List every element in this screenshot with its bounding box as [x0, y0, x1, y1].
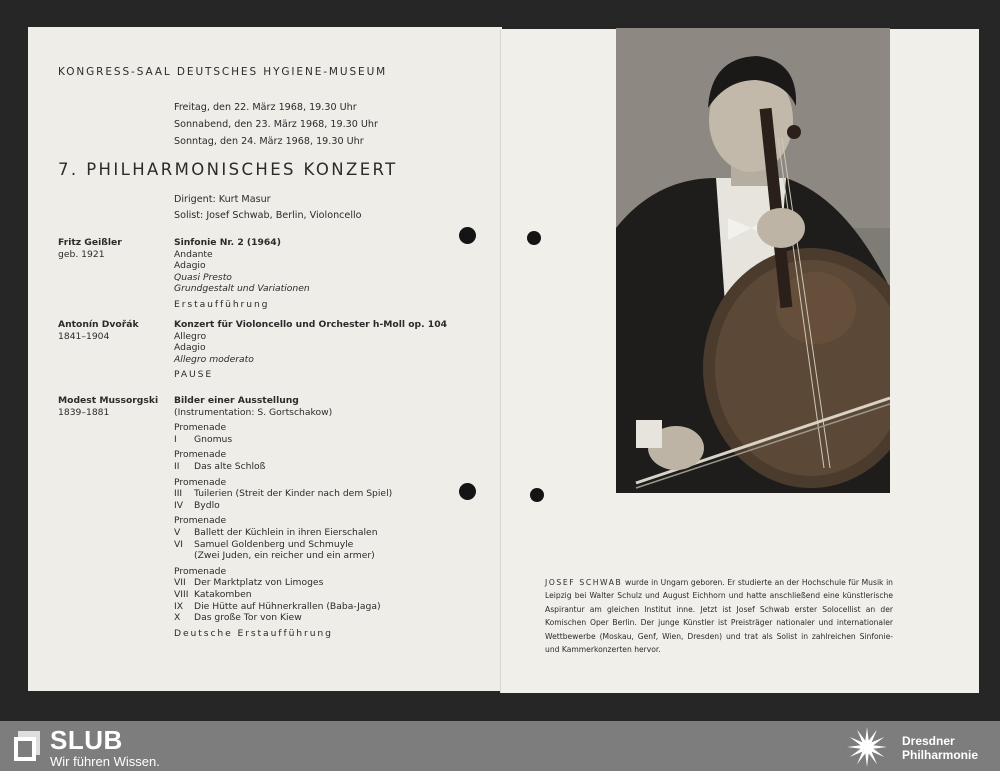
picture-item: V Ballett der Küchlein in ihren Eierschalen: [174, 526, 378, 538]
movement: Allegro: [174, 330, 207, 342]
date-line: Freitag, den 22. März 1968, 19.30 Uhr: [174, 102, 357, 113]
pause-label: PAUSE: [174, 369, 214, 381]
cellist-photo: [616, 28, 890, 493]
bio-name: JOSEF SCHWAB: [545, 578, 623, 587]
movement: Grundgestalt und Variationen: [174, 283, 310, 295]
picture-item: IV Bydlo: [174, 499, 220, 511]
cellist-illustration: [616, 28, 890, 493]
promenade: Promenade: [174, 565, 227, 577]
composer-name: Fritz Geißler: [58, 237, 122, 248]
composer-dates: 1839–1881: [58, 406, 110, 418]
performers: [174, 192, 362, 224]
picture-item: IX Die Hütte auf Hühnerkrallen (Baba-Jaga): [174, 600, 381, 612]
premiere-note: Erstaufführung: [174, 298, 270, 310]
picture-item: III Tuilerien (Streit der Kinder nach dem Spiel): [174, 488, 393, 500]
composer-name: Modest Mussorgski: [58, 395, 159, 406]
picture-item: VIII Katakomben: [174, 588, 252, 600]
composer-dates: geb. 1921: [58, 248, 105, 260]
movement: Adagio: [174, 342, 206, 354]
date-line: Sonnabend, den 23. März 1968, 19.30 Uhr: [174, 119, 378, 130]
soloist-biography: [545, 576, 893, 656]
composer-dvorak: [58, 319, 139, 342]
slub-name: SLUB: [50, 725, 123, 755]
movement: Andante: [174, 248, 213, 260]
partner-name: [902, 734, 978, 762]
promenade: Promenade: [174, 476, 227, 488]
work-title: Sinfonie Nr. 2 (1964): [174, 237, 281, 248]
picture-subtitle: (Zwei Juden, ein reicher und ein armer): [194, 550, 375, 562]
composer-geissler: [58, 237, 122, 260]
instrumentation: (Instrumentation: S. Gortschakow): [174, 406, 333, 418]
picture-item: II Das alte Schloß: [174, 460, 266, 472]
work-dvorak: [174, 319, 447, 381]
venue-heading: KONGRESS-SAAL DEUTSCHES HYGIENE-MUSEUM: [58, 66, 388, 78]
work-title: Bilder einer Ausstellung: [174, 395, 299, 406]
concert-title: 7. PHILHARMONISCHES KONZERT: [58, 160, 398, 179]
partner-line: Philharmonie: [902, 748, 979, 762]
composer-mussorgski: [58, 395, 158, 418]
picture-item: VI Samuel Goldenberg und Schmuyle: [174, 538, 354, 550]
footer-bar: [0, 721, 1000, 771]
premiere-note: Deutsche Erstaufführung: [174, 627, 333, 639]
date-line: Sonntag, den 24. März 1968, 19.30 Uhr: [174, 136, 364, 147]
movement: Quasi Presto: [174, 271, 232, 283]
work-mussorgski: [174, 395, 392, 639]
movement: Adagio: [174, 260, 206, 272]
picture-item: I Gnomus: [174, 433, 233, 445]
bio-text: wurde in Ungarn geboren. Er studierte an der Hochschule für Musik in Leipzig bei Walter Schulz und August Eichhorn und hatte anschließend eine künstlerische Aspirantur am gleichen Institut inne. Jetzt ist Josef Schwab erster Solocellist an der Komischen Oper Berlin. Der junge Künstler ist Preisträger nationaler und internationaler Wettbewerbe (Moskau, Genf, Wien, Dresden) und trat als Solist in zahlreichen Sinfonie- und Kammerkonzerten hervor.: [545, 578, 893, 655]
dresdner-philharmonie-logo-icon: [842, 723, 892, 769]
soloist-line: Solist: Josef Schwab, Berlin, Violoncello: [174, 210, 362, 221]
composer-name: Antonín Dvořák: [58, 319, 139, 330]
slub-logo-icon: [12, 727, 42, 763]
punch-hole: [459, 227, 476, 244]
promenade: Promenade: [174, 422, 227, 434]
promenade: Promenade: [174, 449, 227, 461]
conductor-line: Dirigent: Kurt Masur: [174, 194, 271, 205]
picture-item: VII Der Marktplatz von Limoges: [174, 577, 324, 589]
punch-hole: [459, 483, 476, 500]
picture-item: X Das große Tor von Kiew: [174, 612, 302, 624]
promenade: Promenade: [174, 515, 227, 527]
program-page: [28, 27, 502, 691]
partner-line: Dresdner: [902, 734, 955, 748]
concert-dates: [174, 99, 378, 150]
slub-tagline: Wir führen Wissen.: [50, 754, 160, 769]
work-title: Konzert für Violoncello und Orchester h-Moll op. 104: [174, 319, 447, 330]
punch-hole: [530, 488, 544, 502]
work-geissler: [174, 237, 310, 311]
composer-dates: 1841–1904: [58, 330, 110, 342]
movement: Allegro moderato: [174, 353, 254, 365]
punch-hole: [527, 231, 541, 245]
